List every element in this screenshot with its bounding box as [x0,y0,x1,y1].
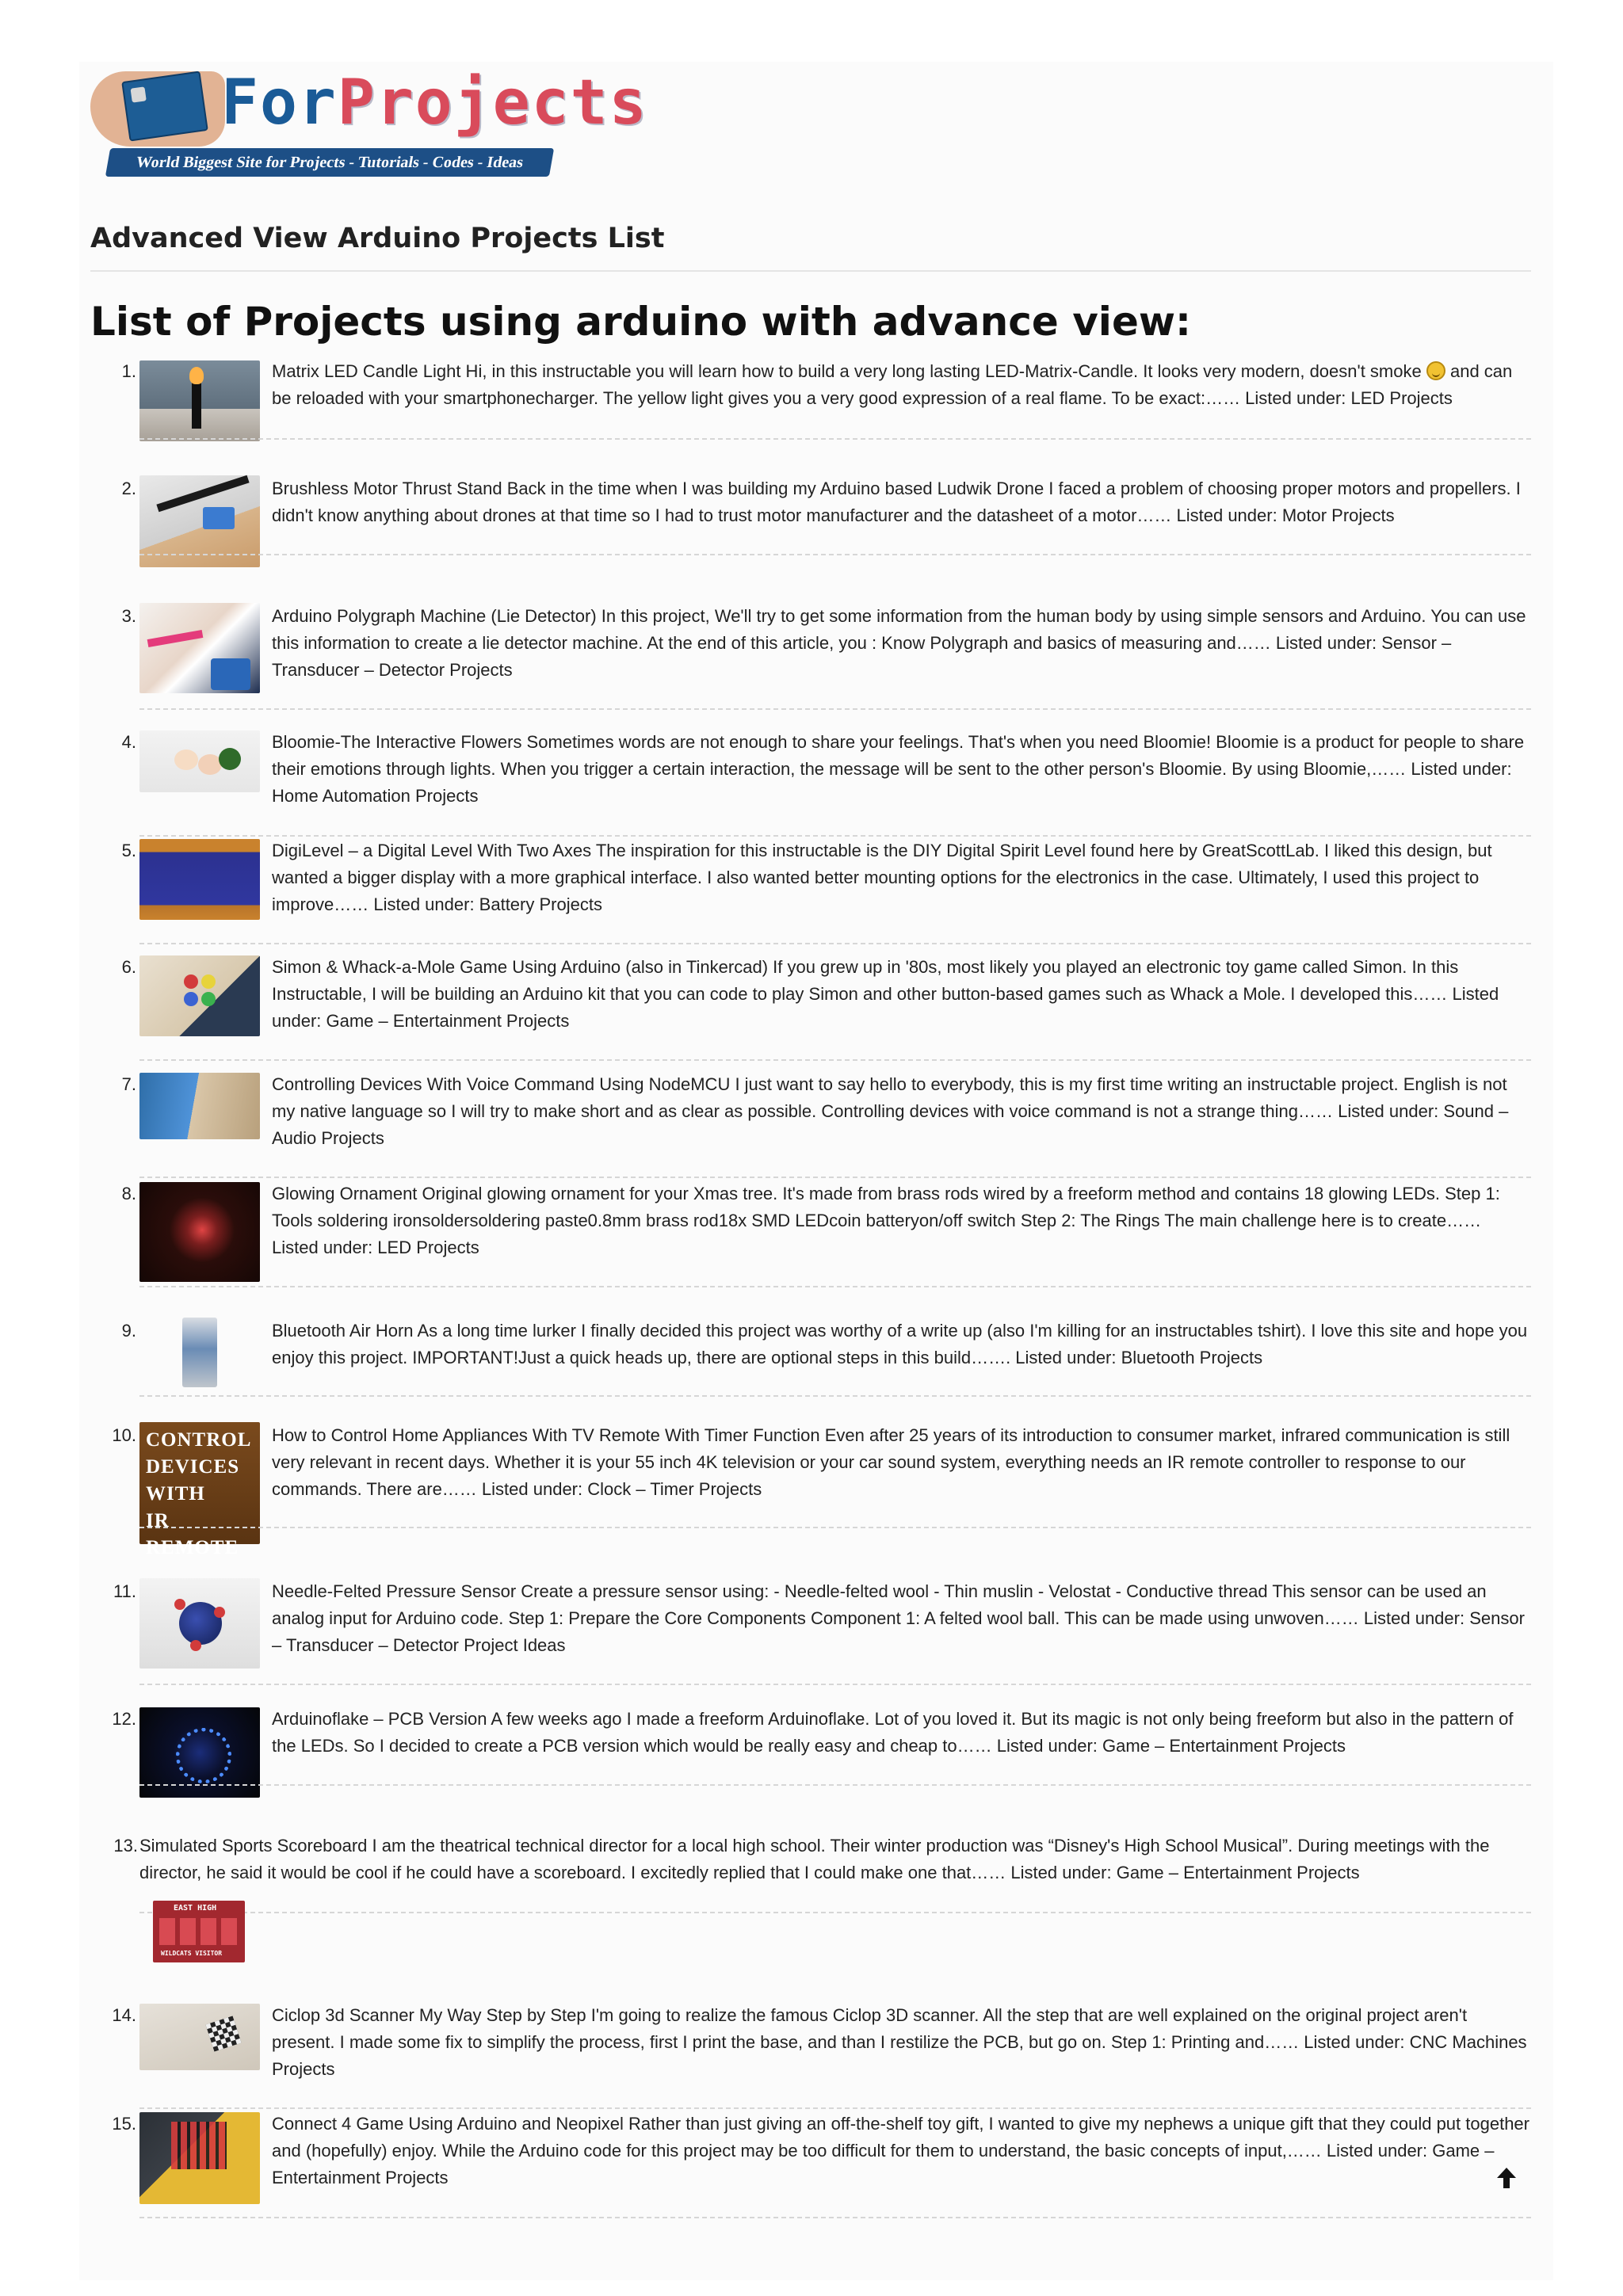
felt-sensor-icon[interactable] [139,1578,260,1669]
section-heading: List of Projects using arduino with advance view: [90,299,1192,345]
item-number: 9. [121,1321,136,1341]
thumb-caption-line: WILDCATS VISITOR [161,1950,223,1957]
scanner-icon[interactable] [139,2004,260,2070]
item-separator [139,1784,1531,1786]
item-separator [139,1059,1531,1061]
candle-icon[interactable] [139,360,260,441]
voice-control-icon[interactable] [139,1073,260,1139]
arduino-board-icon [121,71,208,141]
back-to-top-button[interactable] [1495,2166,1518,2190]
logo-tagline: World Biggest Site for Projects - Tutorials - Codes - Ideas [105,148,554,177]
simon-game-icon[interactable] [139,955,260,1036]
logo-text-projects: Projects [337,67,648,139]
item-number: 10. [112,1425,136,1445]
digital-level-icon[interactable] [139,839,260,920]
item-description[interactable]: Brushless Motor Thrust Stand Back in the time when I was building my Arduino based Ludwik Drone I faced a problem of choosing proper motors and propellers. I didn't know anything about drones at that time so I had to trust motor manufacturer and the datasheet of a motor…… Listed under: Motor Projects [272,479,1521,525]
item-separator [139,2217,1531,2218]
item-description[interactable]: DigiLevel – a Digital Level With Two Axes The inspiration for this instructable is the DIY Digital Spirit Level found here by GreatScottLab. I liked this design, but wanted a bigger display with a more graphical interface. I also wanted better mounting options for the electronics in the case. Ultimately, I used this project to improve…… Listed under: Battery Projects [272,841,1492,914]
item-separator [139,1684,1531,1685]
arrow-up-icon [1495,2166,1518,2190]
item-separator [139,2107,1531,2109]
item-description[interactable]: Ciclop 3d Scanner My Way Step by Step I'm going to realize the famous Ciclop 3D scanner. All the step that are well explained on the original project aren't present. I made some fix to simplify the process, first I print the base, and than I restilize the PCB, but go on. Step 1: Printing and…… Listed under: CNC Machines Projects [272,2005,1527,2079]
item-description-part-2: and can be reloaded with your smartphonecharger. The yellow light gives you a very good expression of a real flame. To be exact:…… Listed under: LED Projects [272,361,1513,408]
thumb-caption-line: IR REMOTE [146,1510,239,1558]
thumb-caption-line: DEVICES [146,1456,240,1478]
scoreboard-icon[interactable] [153,1901,245,1962]
item-number: 6. [121,957,136,977]
item-number: 11. [113,1581,136,1601]
item-description[interactable]: Controlling Devices With Voice Command Using NodeMCU I just want to say hello to everybody, this is my first time writing an instructable project. English is not my native language so I will try to make short and as clear as possible. Controlling devices with voice command is not a strange thing…… Listed under: Sound – Audio Projects [272,1074,1509,1148]
item-number: 3. [121,606,136,626]
item-separator [139,1286,1531,1287]
item-number: 2. [121,479,136,498]
item-number: 4. [121,732,136,752]
ornament-icon[interactable] [139,1182,260,1282]
item-description[interactable]: Needle-Felted Pressure Sensor Create a pressure sensor using: - Needle-felted wool - Thin muslin - Velostat - Conductive thread This sensor can be used an analog input for Arduino code. Step 1: Prepare the Core Components Component 1: A felted wool ball. This can be made using unwoven…… Listed under: Sensor – Transducer – Detector Project Ideas [272,1581,1525,1655]
logo-text-for: For [221,67,338,139]
item-number: 7. [121,1074,136,1094]
item-number: 12. [112,1709,136,1729]
site-logo[interactable] [90,63,648,182]
thumb-caption-line: EAST HIGH [174,1904,217,1913]
item-description[interactable] [272,358,1532,412]
item-description[interactable]: Arduinoflake – PCB Version A few weeks ago I made a freeform Arduinoflake. Lot of you loved it. But its magic is not only being freeform but also in the pattern of the LEDs. So I decided to create a PCB version which would be really easy and cheap to…… Listed under: Game – Entertainment Projects [272,1709,1514,1756]
item-number: 8. [121,1184,136,1203]
title-divider [90,270,1531,272]
item-separator [139,1395,1531,1397]
thumb-caption-line: WITH [146,1483,205,1505]
item-number: 5. [121,841,136,860]
connect4-icon[interactable] [139,2112,260,2204]
item-number: 1. [121,361,136,381]
item-number: 14. [112,2005,136,2025]
item-description[interactable]: Simon & Whack-a-Mole Game Using Arduino (also in Tinkercad) If you grew up in '80s, most likely you played an electronic toy game called Simon. In this Instructable, I will be building an Arduino kit that you can code to play Simon and other button-based games such as Whack a Mole. I developed this…… Listed under: Game – Entertainment Projects [272,957,1499,1031]
item-description[interactable]: Glowing Ornament Original glowing ornament for your Xmas tree. It's made from brass rods wired by a freeform method and contains 18 glowing LEDs. Step 1: Tools soldering ironsoldersoldering paste0.8mm brass rod18x SMD LEDcoin batteryon/off switch Step 2: The Rings The main challenge here is to create…… Listed under: LED Projects [272,1184,1500,1257]
item-separator [139,1177,1531,1178]
smiley-icon [1426,361,1445,380]
item-separator [139,1912,1531,1913]
page-title: Advanced View Arduino Projects List [90,223,665,254]
ir-remote-icon[interactable] [139,1422,260,1558]
item-description[interactable]: Bloomie-The Interactive Flowers Sometimes words are not enough to share your feelings. That's when you need Bloomie! Bloomie is a product for people to share their emotions through lights. When you trigger a certain interaction, the message will be sent to the other person's Bloomie. By using Bloomie,…… Listed under: Home Automation Projects [272,732,1525,806]
item-separator [139,438,1531,440]
item-separator [139,708,1531,710]
item-description-part-1: Matrix LED Candle Light Hi, in this instructable you will learn how to build a very long lasting LED-Matrix-Candle. It looks very modern, doesn't smoke [272,361,1422,381]
item-description[interactable]: Arduino Polygraph Machine (Lie Detector) In this project, We'll try to get some information from the human body by using simple sensors and Arduino. You can use this information to create a lie detector machine. At the end of this article, you : Know Polygraph and basics of measuring and…… Listed under: Sensor – Transducer – Detector Projects [272,606,1526,680]
item-number: 15. [112,2114,136,2134]
logo-wordmark [221,65,648,141]
thumb-caption-line: CONTROL [146,1429,252,1451]
polygraph-icon[interactable] [139,603,260,693]
item-description[interactable]: Simulated Sports Scoreboard I am the theatrical technical director for a local high school. Their winter production was “Disney's High School Musical”. During meetings with the director, he said it would be cool if he could have a scoreboard. I excitedly replied that I could make one that…… Listed under: Game – Entertainment Projects [139,1836,1490,1882]
item-separator [139,943,1531,944]
item-description[interactable]: Bluetooth Air Horn As a long time lurker I finally decided this project was worthy of a write up (also I'm killing for an instructables tshirt). I love this site and hope you enjoy this project. IMPORTANT!Just a quick heads up, there are optional steps in this build……. Listed under: Bluetooth Projects [272,1321,1528,1367]
flower-icon[interactable] [139,730,260,792]
item-description[interactable]: How to Control Home Appliances With TV Remote With Timer Function Even after 25 years of its introduction to consumer market, infrared communication is still very relevant in recent days. Whether it is your 55 inch 4K television or your car sound system, everything needs an IR remote controller to response to our commands. There are…… Listed under: Clock – Timer Projects [272,1425,1510,1499]
item-number: 13. [113,1836,138,1855]
item-separator [139,554,1531,555]
item-description[interactable]: Connect 4 Game Using Arduino and Neopixel Rather than just giving an off-the-shelf toy gift, I wanted to give my nephews a unique gift that they could put together and (hopefully) enjoy. While the Arduino code for this project may be too difficult for them to understand, the basic concepts of input,…… Listed under: Game – Entertainment Projects [272,2114,1529,2187]
item-separator [139,1527,1531,1528]
item-separator [139,835,1531,837]
air-horn-icon[interactable] [139,1318,260,1389]
